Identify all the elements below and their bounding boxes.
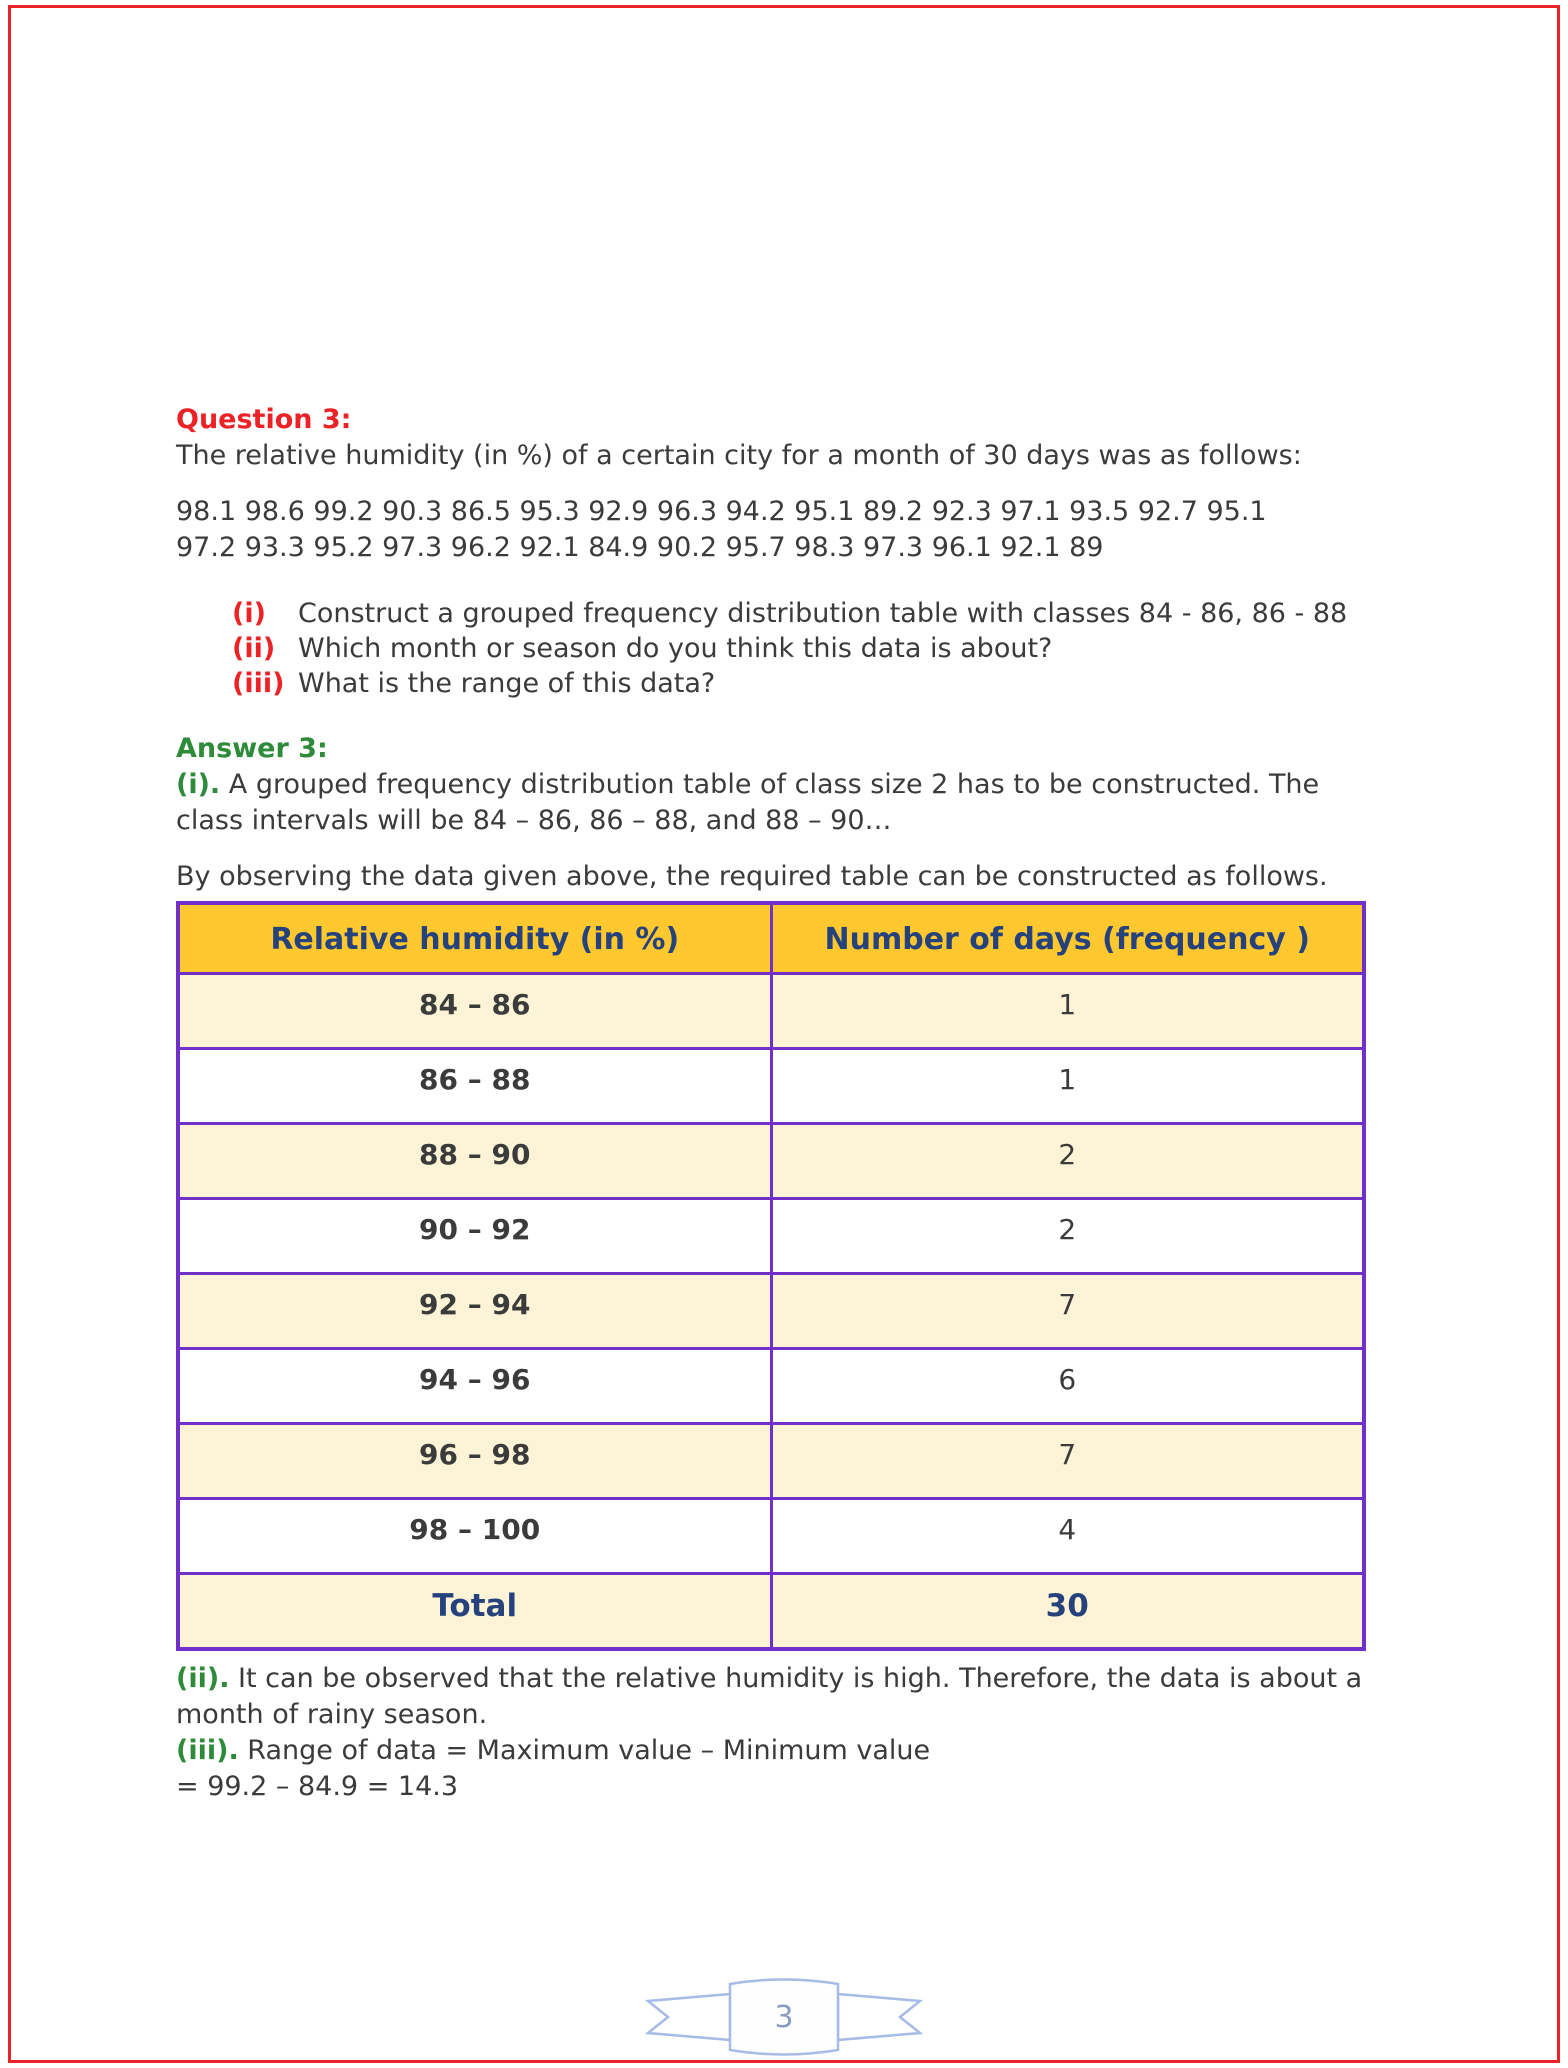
table-row — [178, 1274, 1364, 1349]
question-heading — [176, 402, 1372, 438]
data-line-2: 97.2 93.3 95.2 97.3 96.2 92.1 84.9 90.2 95.7 98.3 97.3 96.1 92.1 89 — [176, 532, 1104, 563]
question-part-i — [232, 596, 1372, 631]
interval-cell: 98 – 100 — [178, 1499, 771, 1574]
page-number: 3 — [774, 2000, 794, 2035]
interval-cell: 94 – 96 — [178, 1349, 771, 1424]
answer-part-ii — [176, 1661, 1372, 1733]
part-iii-marker: (iii) — [232, 668, 285, 699]
answer-label: Answer 3: — [176, 733, 328, 764]
table-row — [178, 1049, 1364, 1124]
frequency-cell: 6 — [771, 1349, 1364, 1424]
interval-cell: 86 – 88 — [178, 1049, 771, 1124]
frequency-cell: 1 — [771, 1049, 1364, 1124]
question-intro: The relative humidity (in %) of a certain city for a month of 30 days was as follows: — [176, 440, 1302, 471]
table-row — [178, 1199, 1364, 1274]
frequency-cell: 7 — [771, 1274, 1364, 1349]
answer-ii-text: It can be observed that the relative humidity is high. Therefore, the data is about a month of rainy season. — [176, 1662, 1363, 1730]
answer-heading — [176, 731, 1372, 767]
interval-cell: 88 – 90 — [178, 1124, 771, 1199]
header-number-of-days: Number of days (frequency ) — [771, 903, 1364, 974]
answer-iii-marker: (iii). — [176, 1734, 239, 1766]
part-i-text: Construct a grouped frequency distribution table with classes 84 - 86, 86 - 88 — [298, 598, 1348, 629]
part-i-marker: (i) — [232, 598, 266, 629]
answer-part-iii — [176, 1733, 1372, 1769]
frequency-cell: 2 — [771, 1199, 1364, 1274]
frequency-cell: 2 — [771, 1124, 1364, 1199]
page-content — [176, 402, 1372, 1805]
question-part-iii — [232, 666, 1372, 701]
answer-i-marker: (i). — [176, 769, 221, 800]
part-ii-marker: (ii) — [232, 633, 276, 664]
table-row — [178, 1349, 1364, 1424]
question-part-ii — [232, 631, 1372, 666]
total-label-cell: Total — [178, 1574, 771, 1649]
frequency-cell: 4 — [771, 1499, 1364, 1574]
table-header-row — [178, 903, 1364, 974]
header-relative-humidity: Relative humidity (in %) — [178, 903, 771, 974]
frequency-cell: 1 — [771, 974, 1364, 1049]
table-row — [178, 1124, 1364, 1199]
data-values — [176, 494, 1372, 566]
frequency-table — [176, 901, 1366, 1651]
interval-cell: 96 – 98 — [178, 1424, 771, 1499]
part-ii-text: Which month or season do you think this data is about? — [298, 633, 1053, 664]
table-row — [178, 974, 1364, 1049]
table-row — [178, 1424, 1364, 1499]
interval-cell: 84 – 86 — [178, 974, 771, 1049]
data-line-1: 98.1 98.6 99.2 90.3 86.5 95.3 92.9 96.3 94.2 95.1 89.2 92.3 97.1 93.5 92.7 95.1 — [176, 496, 1267, 527]
answer-ii-marker: (ii). — [176, 1662, 230, 1694]
answer-part-i — [176, 767, 1372, 839]
frequency-cell: 7 — [771, 1424, 1364, 1499]
table-row — [178, 1499, 1364, 1574]
interval-cell: 90 – 92 — [178, 1199, 771, 1274]
answer-iii-calc: = 99.2 – 84.9 = 14.3 — [176, 1770, 459, 1802]
interval-cell: 92 – 94 — [178, 1274, 771, 1349]
question-parts — [232, 596, 1372, 701]
question-label: Question 3: — [176, 404, 352, 435]
table-intro: By observing the data given above, the required table can be constructed as follows. — [176, 861, 1328, 892]
total-value-cell: 30 — [771, 1574, 1364, 1649]
part-iii-text: What is the range of this data? — [298, 668, 716, 699]
table-total-row — [178, 1574, 1364, 1649]
answer-iii-text: Range of data = Maximum value – Minimum value — [247, 1734, 931, 1766]
answer-i-text: A grouped frequency distribution table of class size 2 has to be constructed. The class intervals will be 84 – 86, 86 – 88, and 88 – 90… — [176, 769, 1320, 836]
page-footer-ribbon — [634, 1970, 934, 2062]
